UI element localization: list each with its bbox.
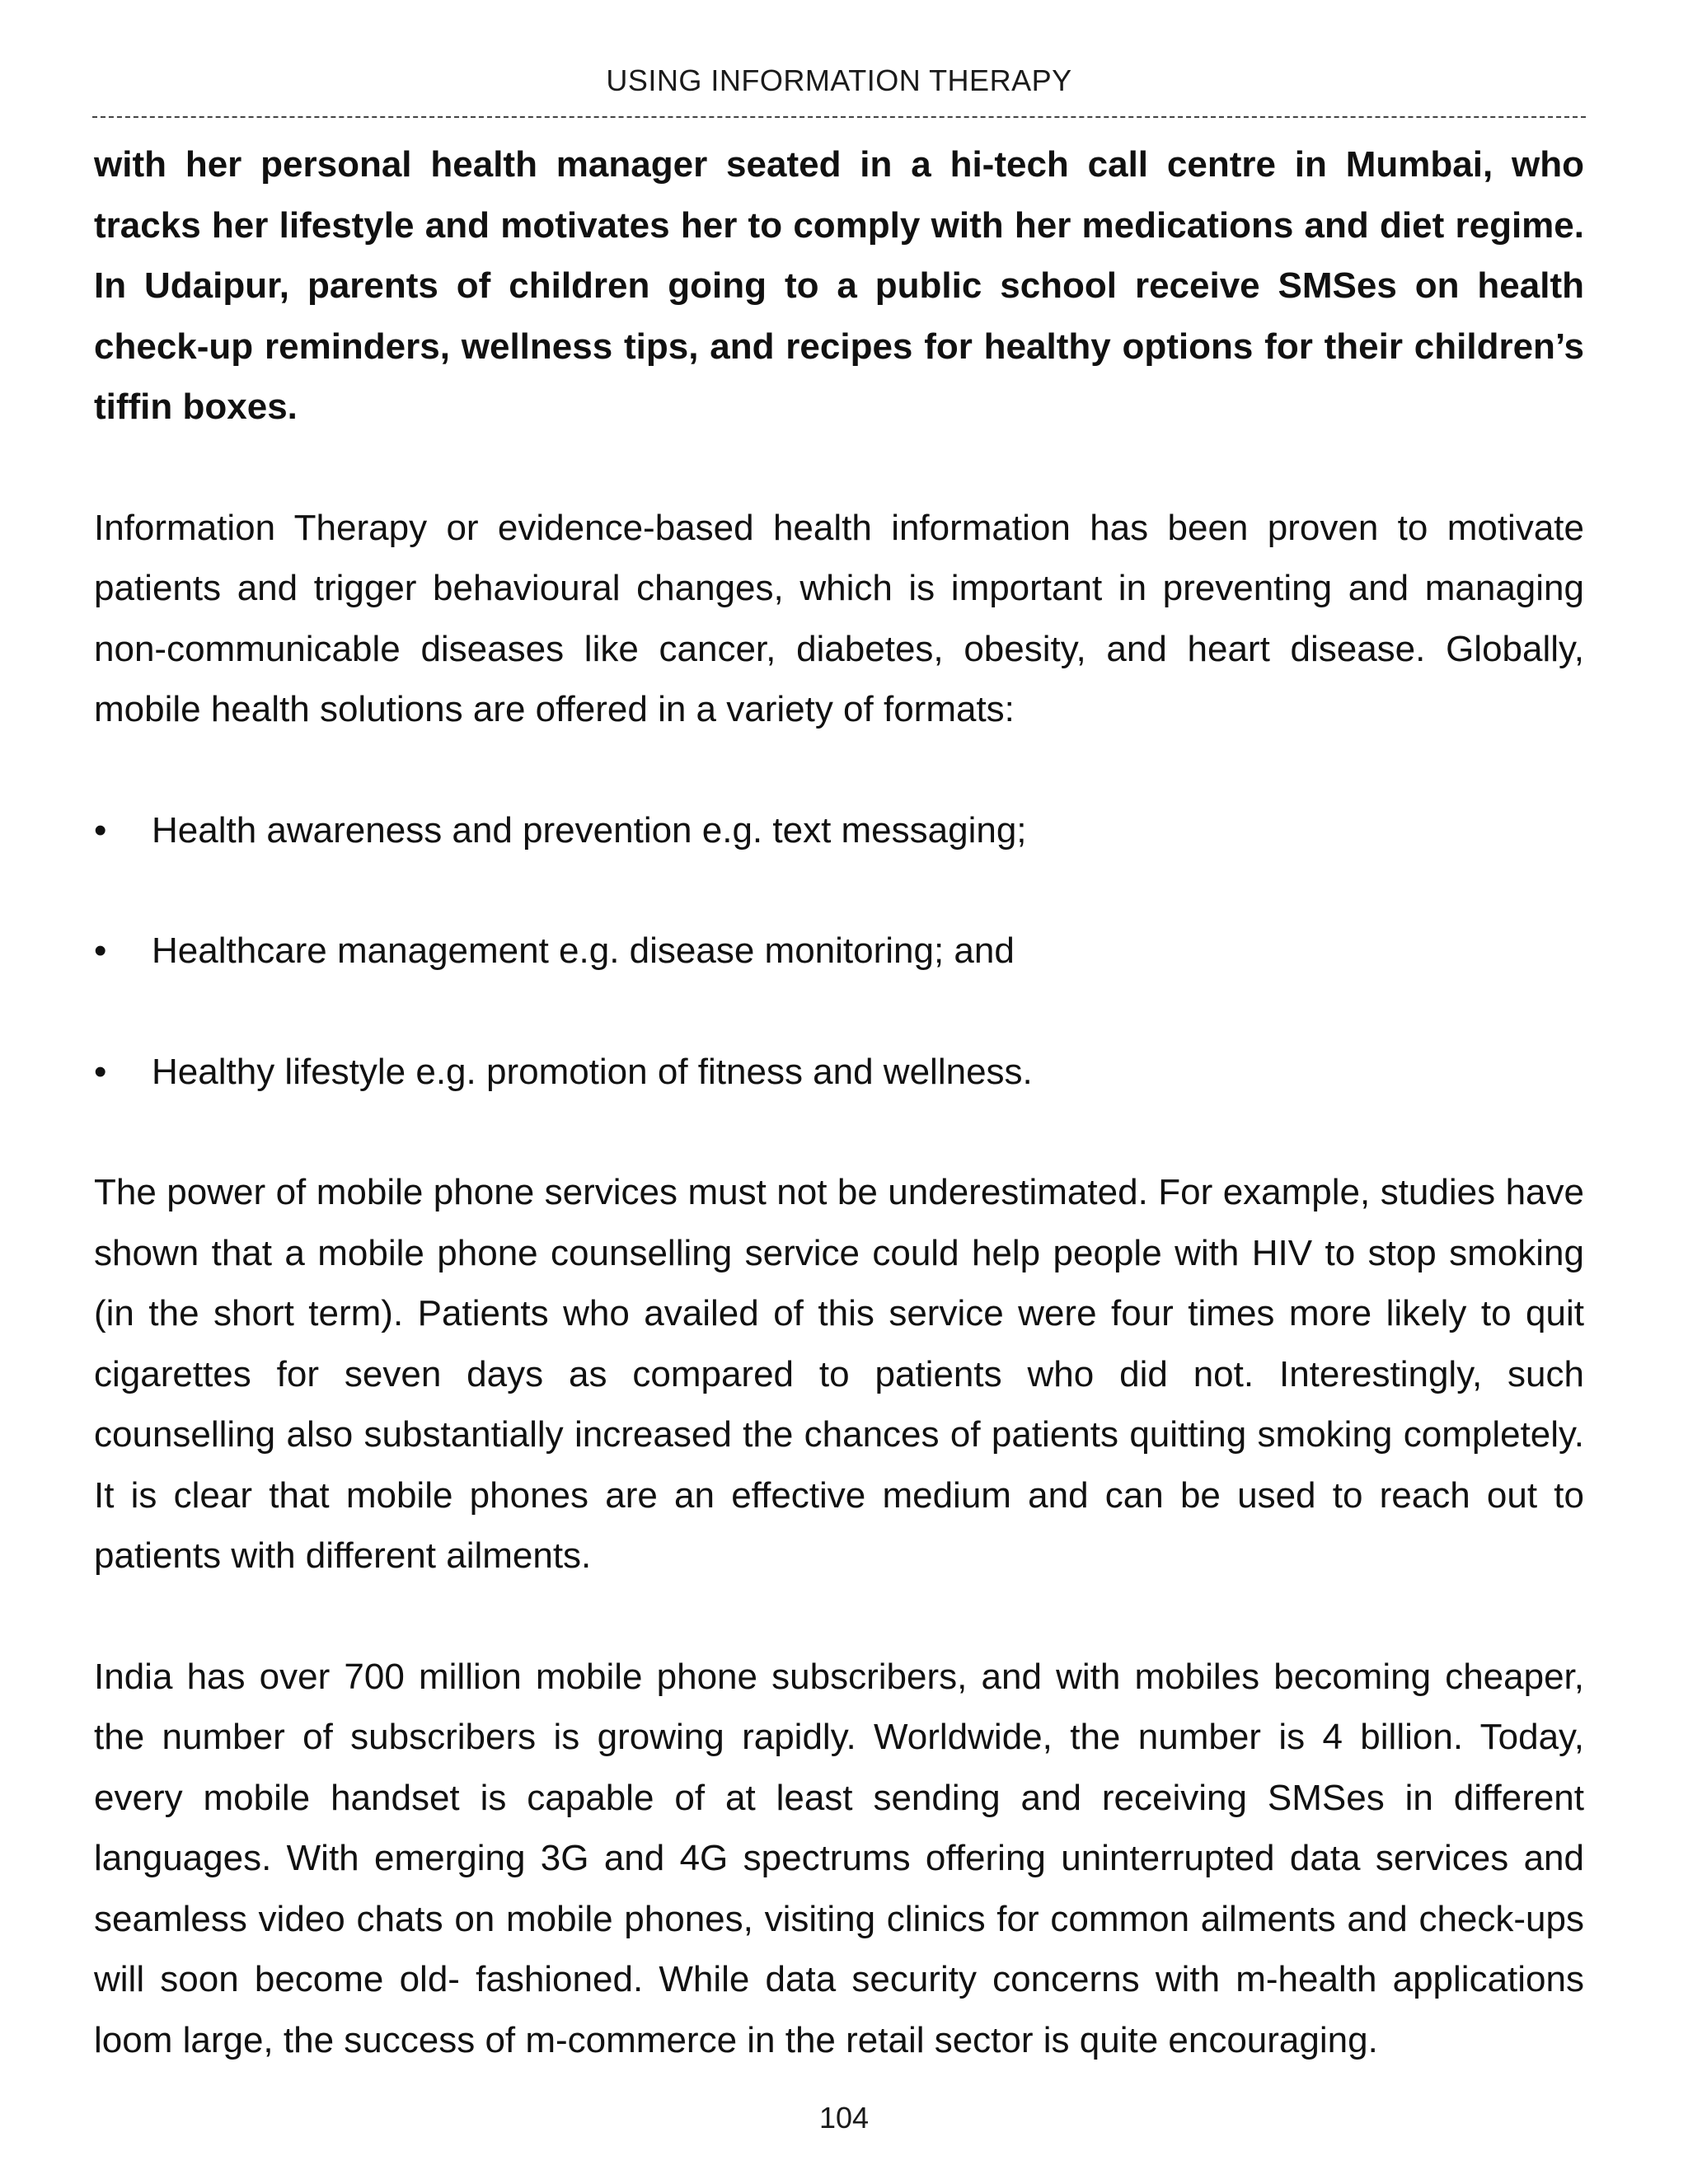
list-item-text: Health awareness and prevention e.g. text messaging;: [152, 809, 1027, 851]
page-body: [94, 134, 1584, 2070]
paragraph-india-subscribers: India has over 700 million mobile phone subscribers, and with mobiles becoming cheaper, the number of subscribers is growing rapidly. Worldwide, the number is 4 billion. Today, every mobile handset is capable of at least sending and receiving SMSes in different languages. With emerging 3G and 4G spectrums offering uninterrupted data services and seamless video chats on mobile phones, visiting clinics for common ailments and check-ups will soon become old- fashioned. While data security concerns with m-health applications loom large, the success of m-commerce in the retail sector is quite encouraging.: [94, 1656, 1584, 2060]
list-item: [94, 1042, 1584, 1103]
list-item: [94, 921, 1584, 982]
bullet-icon: •: [94, 809, 107, 851]
running-header-title: USING INFORMATION THERAPY: [606, 63, 1072, 97]
bullet-icon: •: [94, 930, 107, 971]
list-item: [94, 800, 1584, 861]
paragraph-mobile-counselling: The power of mobile phone services must not be underestimated. For example, studies have shown that a mobile phone counselling service could help people with HIV to stop smoking (in the short term). Patients who availed of this service were four times more likely to quit cigarettes for seven days as compared to patients who did not. Interestingly, such counselling also substantially increased the chances of patients quitting smoking completely. It is clear that mobile phones are an effective medium and can be used to reach out to patients with different ailments.: [94, 1172, 1584, 1576]
list-item-text: Healthy lifestyle e.g. promotion of fitness and wellness.: [152, 1051, 1033, 1092]
bullet-icon: •: [94, 1051, 107, 1092]
mobile-health-formats-list: [94, 800, 1584, 1103]
intro-bold-paragraph: with her personal health manager seated in a hi-tech call centre in Mumbai, who tracks her lifestyle and motivates her to comply with her medications and diet regime. In Udaipur, parents of children going to a public school receive SMSes on health check-up reminders, wellness tips, and recipes for healthy options for their children’s tiffin boxes.: [94, 144, 1584, 427]
page-number: 104: [818, 2101, 870, 2135]
header-dashed-divider: [92, 116, 1586, 118]
paragraph-information-therapy: Information Therapy or evidence-based health information has been proven to motivate patients and trigger behavioural changes, which is important in preventing and managing non-communicable diseases like cancer, diabetes, obesity, and heart disease. Globally, mobile health solutions are offered in a variety of formats:: [94, 507, 1584, 729]
list-item-text: Healthcare management e.g. disease monitoring; and: [152, 930, 1015, 971]
